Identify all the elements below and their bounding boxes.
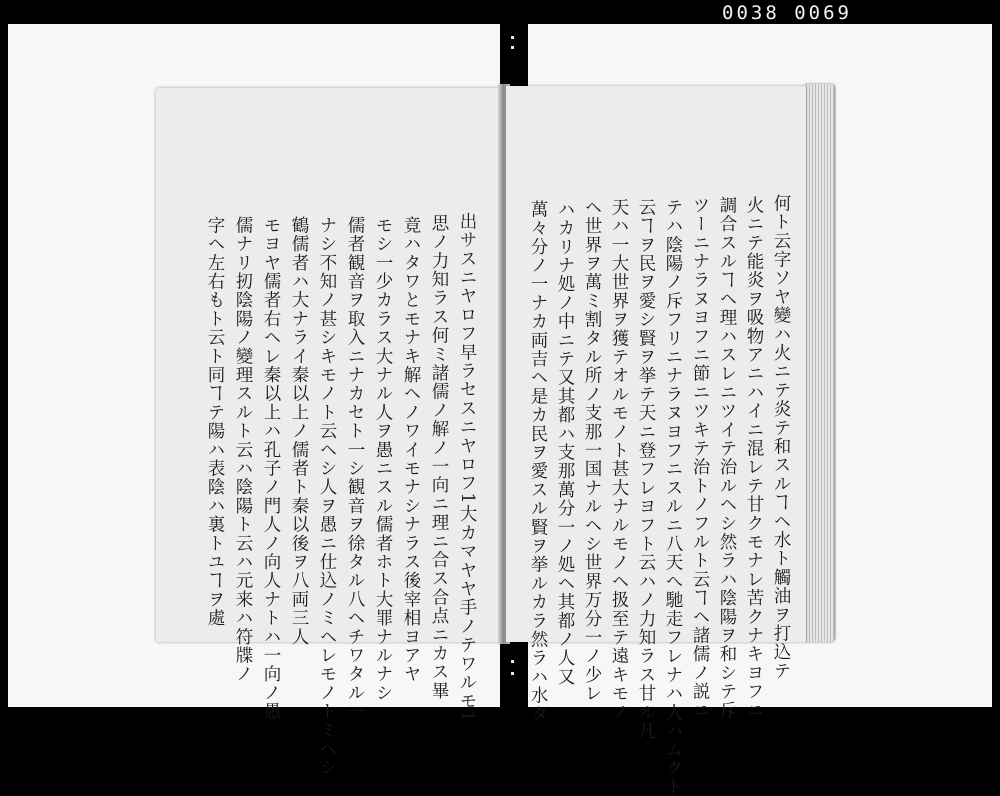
text-column: 火ニテ能炎ヲ吸物アニハイニ混レテ甘クモナレ苦クナキヨフニ	[744, 196, 764, 720]
text-column: 萬々分ノ一ナカ両吉ヘ是カ民ヲ愛スル賢ヲ挙ルカラ然ラハ水タ	[528, 200, 548, 724]
text-column: 天ハ一大世界ヲ獲テオルモノト甚大ナルモノヘ扱至テ遠キモノ	[609, 198, 629, 722]
text-column: 云ヿヲ民ヲ愛シ賢ヲ挙テ天ニ登フレヨフト云ハノ力知ラス甘ル凡	[636, 198, 656, 741]
left-page	[156, 88, 502, 777]
text-column: ツーニナラヌヨフニ節ニツキテ治トノフルト云ヿヘ諸儒ノ説ニ	[690, 196, 710, 720]
text-column: ナシ不知ノ甚シキモノト云ヘシ人ヲ愚ニ仕込ノミヘレモノトミヘシ	[317, 216, 337, 777]
text-column: ヘ世界ヲ萬ミ割タル所ノ支那一国ナルヘシ世界万分一ノ少レ	[582, 198, 602, 703]
text-column: 竟ハタワとモナキ解ヘノワイモナシナラス後宰相ヨアヤ	[401, 216, 421, 684]
sprocket-mark	[511, 36, 514, 39]
text-column: 儒者観音ヲ取入ニナカセト一シ観音ヲ徐タル八ヘチワタル一	[345, 216, 365, 721]
page-stack-edge	[804, 84, 834, 642]
text-column: 思ノ力知ラス何ミ諸儒ノ解ノ一向ニ理ニ合ス合点ニカス畢	[429, 214, 449, 701]
text-column: モヨヤ儒者右ヘレ秦以上ハ孔子ノ門人ノ向人ナトハ一向ノ愚	[261, 216, 281, 721]
text-column: ハカリナ処ノ中ニテ又其都ハ支那萬分一ノ処ヘ其都ノ人又	[555, 200, 575, 687]
text-column: 調合スルヿヘ理ハスレニツイテ治ルヘシ然ラハ陰陽ヲ和シテ斥	[717, 196, 737, 720]
film-frame-number: 0038 0069	[722, 2, 852, 24]
text-column: テハ陰陽ノ斥フリニナラヌヨフニスルニ八天へ馳走フレナハ人ハムクト	[663, 198, 683, 796]
text-column: 儒ナリ扨陰陽ノ變理スルト云ハ陰陽ト云ハ元来ハ符牒ノ	[233, 216, 253, 684]
right-page	[506, 86, 806, 796]
text-column: 何ト云字ソヤ變ハ火ニテ炎テ和スルヿヘ水ト觸油ヲ打込テ	[771, 194, 791, 681]
sprocket-mark	[511, 46, 514, 49]
sprocket-mark	[511, 660, 514, 663]
text-column: モシ一少カラス大ナル人ヲ愚ニスル儒者ホト大罪ナルナシ	[373, 216, 393, 703]
text-column: 出サスニヤロフ早ラセスニヤロフ1大カマヤヤ手ノテワルモ1	[457, 212, 477, 723]
sprocket-mark	[511, 672, 514, 675]
open-book	[152, 78, 888, 796]
text-column: 字ヘ左右もト云ト同ヿテ陽ハ表陰ハ裏トユヿヲ處	[205, 216, 225, 628]
text-column: 鶴儒者ハ大ナライ秦以上ノ儒者ト秦以後ヲ八両三人	[289, 216, 309, 647]
